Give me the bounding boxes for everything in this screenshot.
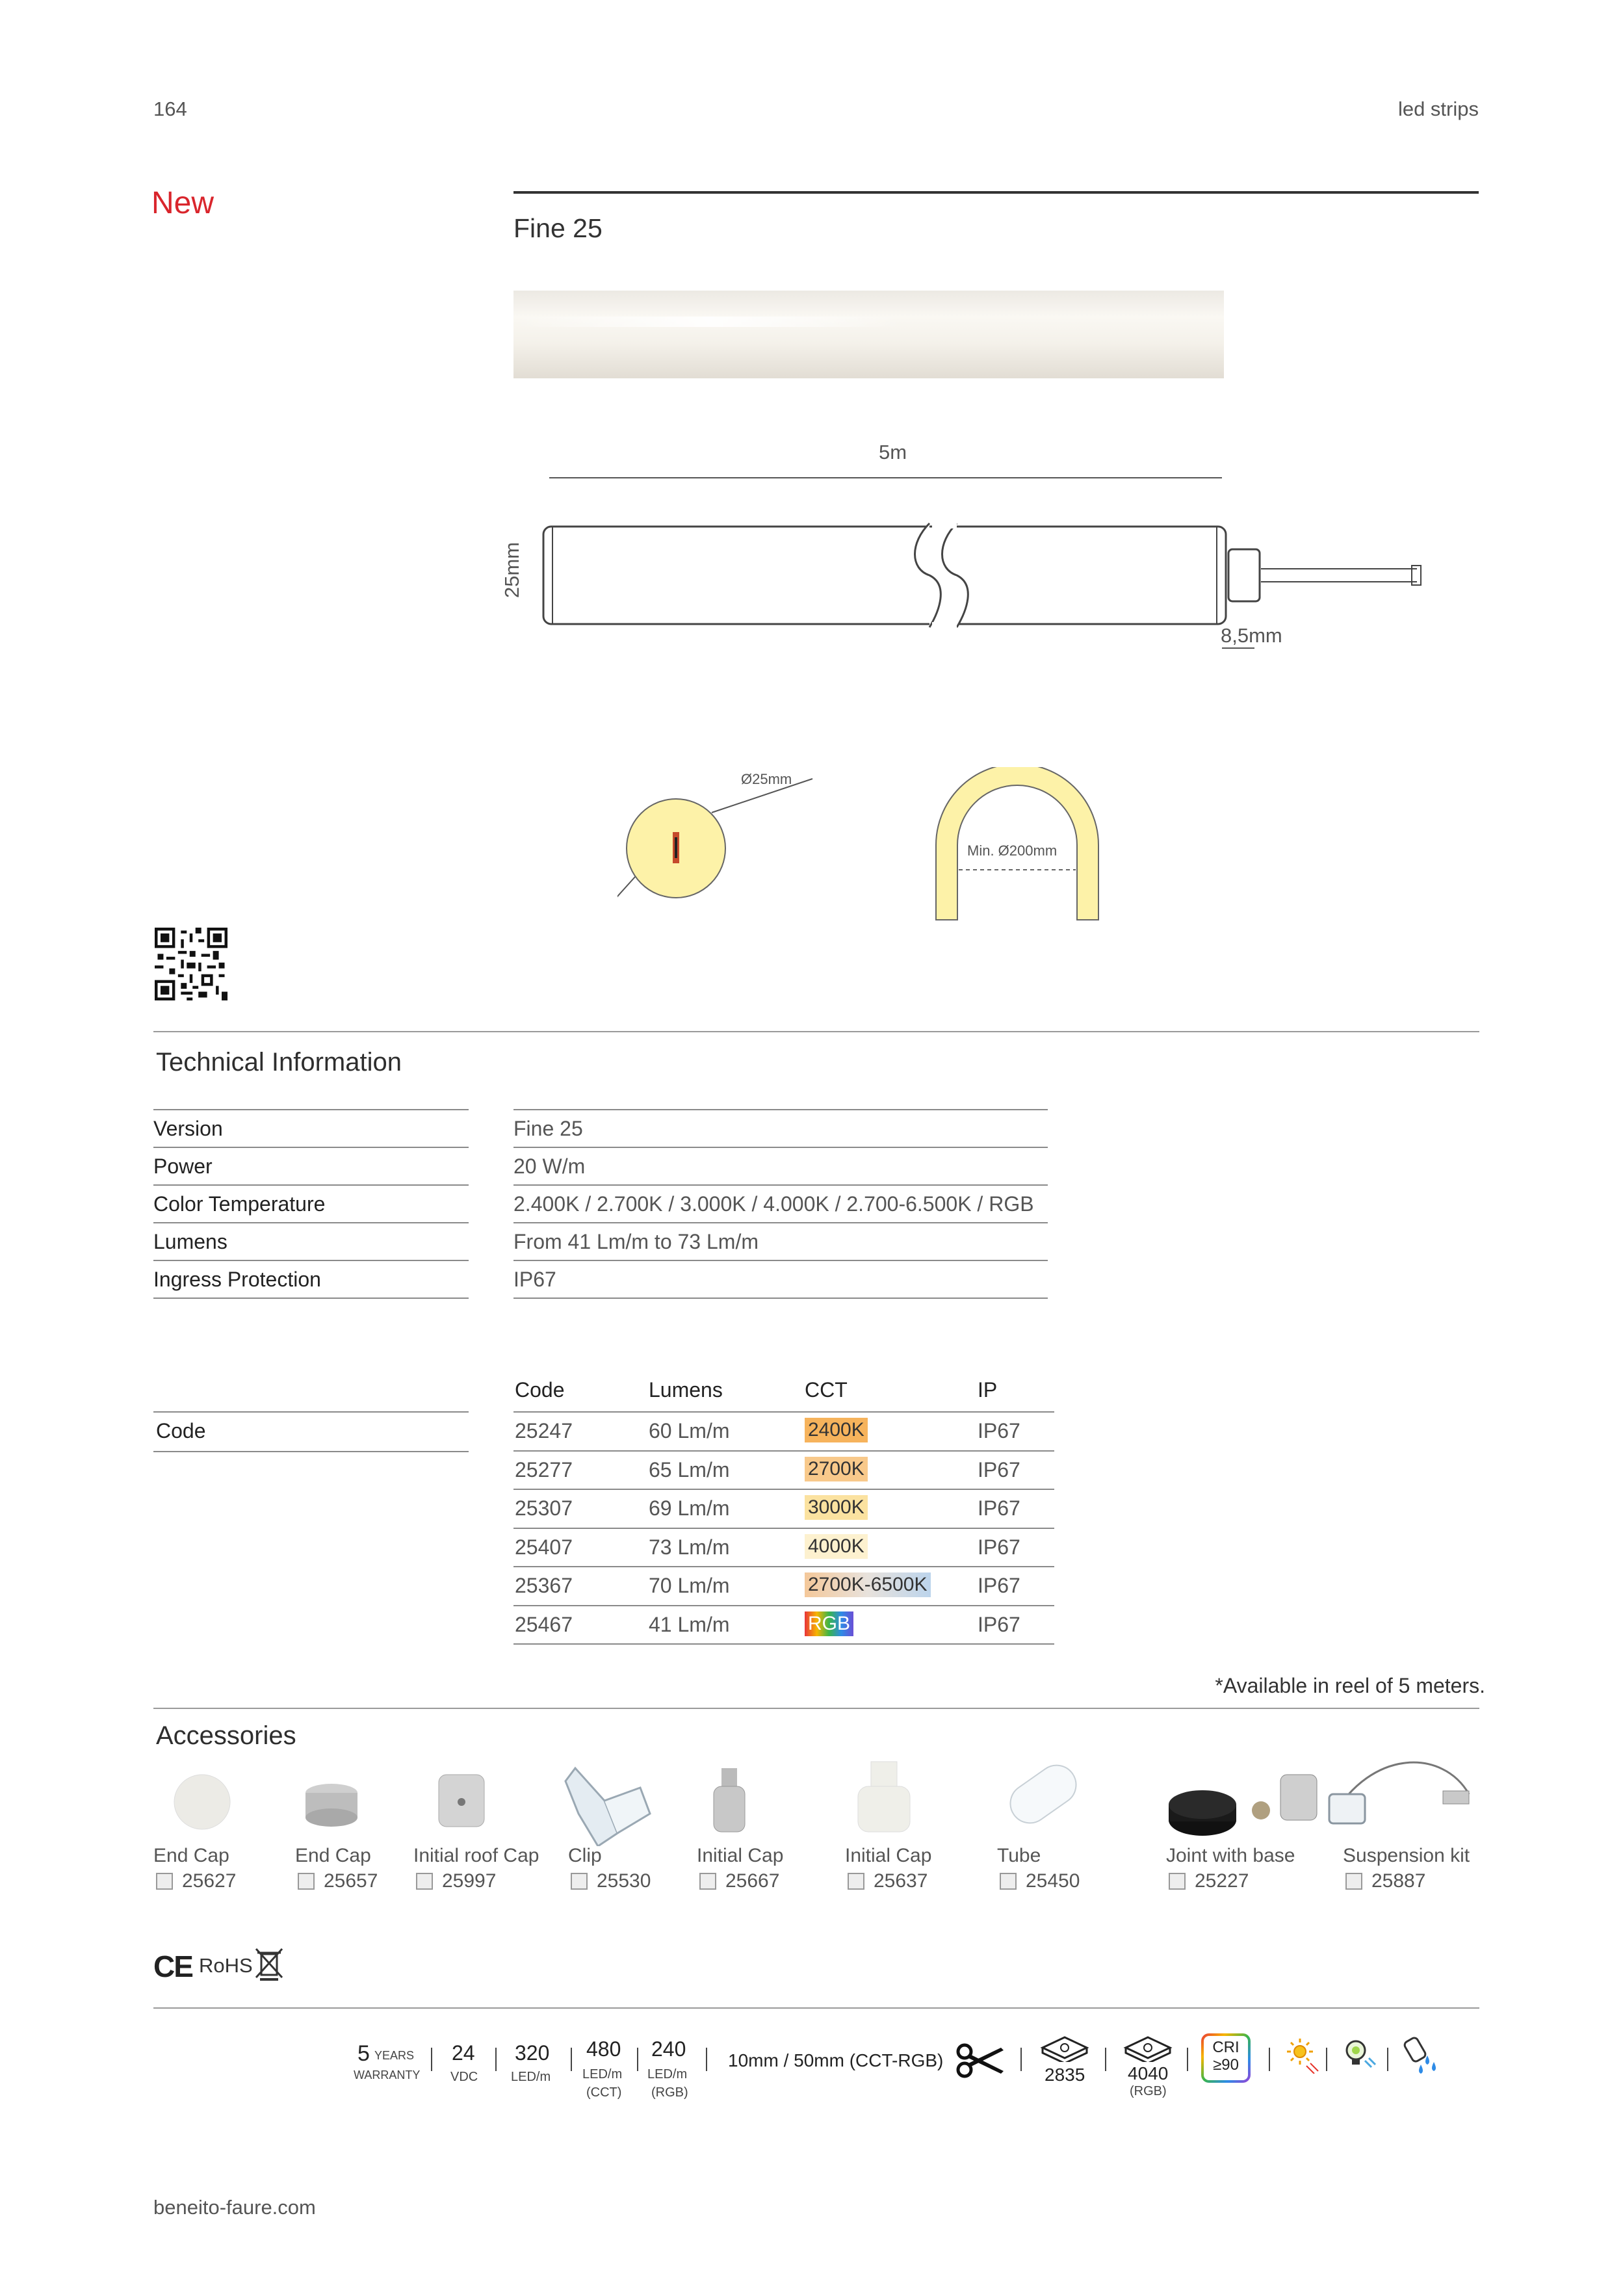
cct-chip: 2400K bbox=[805, 1418, 868, 1442]
ip-rating: IP67 bbox=[978, 1612, 1020, 1636]
separator bbox=[1187, 2048, 1188, 2071]
lumens-value: 65 Lm/m bbox=[649, 1457, 730, 1481]
diameter-label: Ø25mm bbox=[741, 771, 792, 787]
product-code: 25367 bbox=[515, 1574, 573, 1597]
spec-key: Lumens bbox=[153, 1229, 227, 1253]
spec-key-row bbox=[153, 1223, 469, 1261]
accessory-name: Initial roof Cap bbox=[413, 1845, 539, 1866]
code-label-bottom-rule bbox=[153, 1451, 469, 1452]
end-cap-image bbox=[174, 1775, 230, 1829]
spec-value-row bbox=[513, 1110, 1048, 1148]
spec-values bbox=[513, 1110, 1048, 1299]
height-label: 25mm bbox=[500, 541, 523, 598]
accessory-code: 25887 bbox=[1371, 1870, 1426, 1892]
footer-url[interactable]: beneito-faure.com bbox=[153, 2196, 316, 2219]
ip-rating: IP67 bbox=[978, 1535, 1020, 1559]
tech-rule bbox=[153, 1031, 1479, 1032]
cut-length: 10mm / 50mm (CCT-RGB) bbox=[728, 2050, 944, 2070]
codes-header-ip: IP bbox=[978, 1378, 998, 1402]
product-code: 25307 bbox=[515, 1496, 573, 1520]
cct-chip: RGB bbox=[805, 1611, 853, 1636]
accessories-rule bbox=[153, 1708, 1479, 1709]
spec-value: IP67 bbox=[513, 1267, 556, 1291]
accessory-checkbox[interactable] bbox=[699, 1873, 716, 1890]
led-chip-icon bbox=[1040, 2033, 1089, 2062]
led-density-3-note: (RGB) bbox=[651, 2085, 688, 2100]
voltage-value: 24 bbox=[452, 2041, 475, 2065]
spec-value-row bbox=[513, 1186, 1048, 1223]
separator bbox=[495, 2048, 497, 2071]
accessory-checkbox[interactable] bbox=[156, 1873, 173, 1890]
separator bbox=[1326, 2048, 1327, 2071]
product-photo-highlight bbox=[513, 317, 903, 327]
rohs-mark: RoHS bbox=[199, 1954, 253, 1977]
code-row-rule bbox=[513, 1528, 1054, 1529]
led-density-1: 320 bbox=[515, 2041, 550, 2065]
codes-header-lumens: Lumens bbox=[649, 1378, 723, 1402]
separator bbox=[706, 2048, 707, 2071]
strip-drawing bbox=[520, 471, 1456, 679]
cct-chip: 4000K bbox=[805, 1534, 868, 1559]
spec-value: Fine 25 bbox=[513, 1116, 583, 1140]
codes-header-cct: CCT bbox=[805, 1378, 848, 1402]
new-badge: New bbox=[151, 186, 214, 220]
code-row-rule bbox=[513, 1489, 1054, 1490]
led-density-2-note: (CCT) bbox=[586, 2085, 622, 2100]
accessories-title: Accessories bbox=[156, 1721, 296, 1750]
ce-mark: CE bbox=[153, 1950, 192, 1983]
qr-code bbox=[155, 928, 227, 1000]
separator bbox=[1105, 2048, 1106, 2071]
accessory-checkbox[interactable] bbox=[571, 1873, 588, 1890]
initial-cap-metal-image bbox=[721, 1768, 737, 1788]
section-name: led strips bbox=[1397, 98, 1479, 120]
led-density-2-unit: LED/m bbox=[582, 2067, 623, 2081]
spec-value: 2.400K / 2.700K / 3.000K / 4.000K / 2.700-6.500K / RGB bbox=[513, 1192, 1034, 1216]
chip-type-2: 4040 bbox=[1128, 2063, 1169, 2083]
accessory-code: 25627 bbox=[182, 1870, 237, 1892]
accessory-checkbox[interactable] bbox=[1169, 1873, 1186, 1890]
spec-key-row bbox=[153, 1186, 469, 1223]
accessory-name: End Cap bbox=[153, 1845, 229, 1866]
accessory-code: 25530 bbox=[597, 1870, 651, 1892]
scissors-icon bbox=[955, 2042, 1006, 2079]
tech-title: Technical Information bbox=[156, 1048, 402, 1076]
waterproof-icon bbox=[1403, 2036, 1442, 2075]
lumens-value: 73 Lm/m bbox=[649, 1535, 730, 1559]
separator bbox=[1020, 2048, 1022, 2071]
lumens-value: 69 Lm/m bbox=[649, 1496, 730, 1520]
chip-type-2-note: (RGB) bbox=[1130, 2084, 1167, 2098]
page-number: 164 bbox=[153, 98, 187, 120]
code-label-top-rule bbox=[153, 1411, 469, 1413]
lumens-value: 70 Lm/m bbox=[649, 1574, 730, 1597]
accessory-name: Initial Cap bbox=[697, 1845, 784, 1866]
accessory-checkbox[interactable] bbox=[1345, 1873, 1362, 1890]
weee-bin-icon bbox=[255, 1948, 283, 1981]
warranty-number: 5 bbox=[357, 2041, 370, 2066]
accessory-name: Initial Cap bbox=[845, 1845, 932, 1866]
ip-rating: IP67 bbox=[978, 1496, 1020, 1520]
spec-value: 20 W/m bbox=[513, 1154, 586, 1178]
lumens-value: 41 Lm/m bbox=[649, 1612, 730, 1636]
separator bbox=[431, 2048, 432, 2071]
accessory-checkbox[interactable] bbox=[848, 1873, 864, 1890]
led-density-2: 480 bbox=[586, 2037, 621, 2061]
accessory-code: 25667 bbox=[725, 1870, 780, 1892]
accessory-name: Clip bbox=[568, 1845, 602, 1866]
tube-image bbox=[1003, 1758, 1084, 1831]
spec-key-row bbox=[153, 1110, 469, 1148]
code-row-rule bbox=[513, 1411, 1054, 1413]
code-row-rule bbox=[513, 1605, 1054, 1606]
code-row-rule bbox=[513, 1643, 1054, 1645]
chip-type-1: 2835 bbox=[1045, 2065, 1085, 2085]
code-label: Code bbox=[156, 1419, 206, 1442]
ip-rating: IP67 bbox=[978, 1574, 1020, 1597]
spec-key: Power bbox=[153, 1154, 213, 1178]
accessory-code: 25450 bbox=[1026, 1870, 1080, 1892]
spec-value-row bbox=[513, 1223, 1048, 1261]
title-rule bbox=[513, 191, 1479, 194]
initial-cap-image bbox=[871, 1762, 897, 1788]
cri-label: CRI bbox=[1212, 2039, 1240, 2056]
voltage-unit: VDC bbox=[450, 2070, 478, 2084]
lumens-value: 60 Lm/m bbox=[649, 1419, 730, 1442]
led-density-3: 240 bbox=[651, 2037, 686, 2061]
accessory-checkbox[interactable] bbox=[416, 1873, 433, 1890]
cct-chip: 2700K bbox=[805, 1457, 868, 1481]
led-density-3-unit: LED/m bbox=[647, 2067, 688, 2081]
separator bbox=[571, 2048, 572, 2071]
length-label: 5m bbox=[879, 441, 907, 463]
spec-keys bbox=[153, 1110, 469, 1299]
spec-key-row bbox=[153, 1261, 469, 1299]
ip-rating: IP67 bbox=[978, 1419, 1020, 1442]
accessory-code: 25637 bbox=[874, 1870, 928, 1892]
code-row-rule bbox=[513, 1450, 1054, 1452]
cri-badge bbox=[1201, 2033, 1251, 2083]
product-code: 25467 bbox=[515, 1612, 573, 1636]
led-chip-rgb-icon bbox=[1123, 2033, 1173, 2062]
ip-rating: IP67 bbox=[978, 1457, 1020, 1481]
codes-header-code: Code bbox=[515, 1378, 565, 1402]
separator bbox=[1387, 2048, 1388, 2071]
accessory-checkbox[interactable] bbox=[298, 1873, 315, 1890]
product-photo bbox=[513, 291, 1224, 378]
product-code: 25407 bbox=[515, 1535, 573, 1559]
cable-label: 8,5mm bbox=[1221, 624, 1282, 647]
accessory-code: 25997 bbox=[442, 1870, 497, 1892]
spec-key: Ingress Protection bbox=[153, 1267, 321, 1291]
product-title: Fine 25 bbox=[513, 213, 603, 243]
cct-chip: 3000K bbox=[805, 1495, 868, 1520]
spec-value-row bbox=[513, 1148, 1048, 1186]
specs-bar-rule bbox=[153, 2007, 1479, 2009]
spec-value: From 41 Lm/m to 73 Lm/m bbox=[513, 1229, 759, 1253]
cri-value: ≥90 bbox=[1213, 2056, 1239, 2074]
product-code: 25277 bbox=[515, 1457, 573, 1481]
spec-value-row bbox=[513, 1261, 1048, 1299]
accessory-code: 25657 bbox=[324, 1870, 378, 1892]
separator bbox=[637, 2048, 638, 2071]
accessory-code: 25227 bbox=[1195, 1870, 1249, 1892]
section-drawings bbox=[617, 767, 1137, 923]
accessory-name: Tube bbox=[997, 1845, 1041, 1866]
accessory-name: Suspension kit bbox=[1343, 1845, 1470, 1866]
availability-note: *Available in reel of 5 meters. bbox=[1215, 1674, 1485, 1697]
accessory-name: End Cap bbox=[295, 1845, 371, 1866]
led-density-1-unit: LED/m bbox=[511, 2070, 551, 2084]
spec-key: Color Temperature bbox=[153, 1192, 326, 1216]
spec-key: Version bbox=[153, 1116, 223, 1140]
accessory-images bbox=[149, 1755, 1488, 1846]
cct-chip: 2700K-6500K bbox=[805, 1572, 931, 1597]
code-row-rule bbox=[513, 1566, 1054, 1567]
separator bbox=[1269, 2048, 1270, 2071]
accessory-checkbox[interactable] bbox=[1000, 1873, 1017, 1890]
spec-key-row bbox=[153, 1148, 469, 1186]
dimmable-bulb-icon bbox=[1342, 2037, 1378, 2074]
product-code: 25247 bbox=[515, 1419, 573, 1442]
warranty-unit: YEARS bbox=[374, 2049, 415, 2062]
warranty-label: WARRANTY bbox=[354, 2068, 421, 2081]
min-bend-label: Min. Ø200mm bbox=[967, 842, 1058, 859]
sun-heat-icon bbox=[1284, 2037, 1321, 2074]
accessory-name: Joint with base bbox=[1166, 1845, 1295, 1866]
